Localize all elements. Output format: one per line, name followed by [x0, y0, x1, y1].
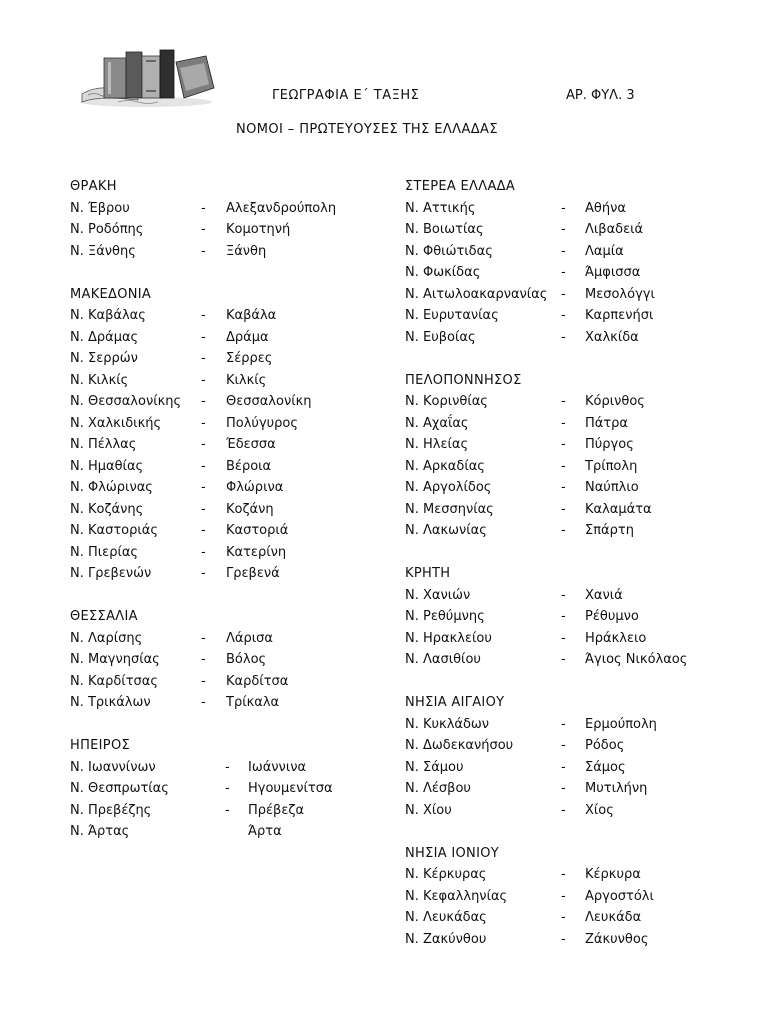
prefecture-row	[405, 864, 705, 886]
prefecture-name: Ν. Ευβοίας	[405, 329, 476, 345]
prefecture-row	[405, 305, 705, 327]
row-dash: -	[561, 415, 566, 431]
row-dash: -	[225, 759, 230, 775]
row-dash: -	[561, 738, 566, 753]
prefecture-name: Ν. Φλώρινας	[70, 480, 153, 495]
prefecture-row	[405, 413, 705, 435]
worksheet-title: ΓΕΩΓΡΑΦΙΑ Ε΄ ΤΑΞΗΣ	[272, 88, 420, 103]
row-dash: -	[561, 910, 566, 925]
prefecture-row	[70, 628, 370, 650]
region-block	[70, 284, 370, 585]
row-dash: -	[201, 501, 206, 517]
prefecture-row	[70, 800, 370, 822]
prefecture-row	[70, 348, 370, 370]
region-block	[70, 176, 370, 262]
capital-name: Λευκάδα	[585, 910, 642, 925]
prefecture-row	[405, 585, 705, 607]
prefecture-name: Ν. Χίου	[405, 802, 452, 818]
prefecture-row	[70, 198, 370, 220]
capital-name: Σέρρες	[226, 351, 273, 366]
prefecture-name: Ν. Ηρακλείου	[405, 630, 492, 646]
prefecture-name: Ν. Αττικής	[405, 200, 476, 216]
row-dash: -	[561, 759, 566, 775]
prefecture-name: Ν. Χανιών	[405, 587, 471, 603]
region-heading: ΚΡΗΤΗ	[405, 566, 451, 581]
prefecture-name: Ν. Χαλκιδικής	[70, 415, 162, 431]
prefecture-name: Ν. Φθιώτιδας	[405, 243, 493, 259]
prefecture-row	[405, 241, 705, 263]
prefecture-name: Ν. Κορινθίας	[405, 394, 488, 409]
prefecture-row	[70, 477, 370, 499]
capital-name: Πολύγυρος	[226, 415, 298, 431]
prefecture-name: Ν. Λακωνίας	[405, 523, 487, 538]
prefecture-row	[405, 757, 705, 779]
row-dash: -	[201, 523, 206, 538]
prefecture-name: Ν. Θεσσαλονίκης	[70, 394, 182, 409]
prefecture-name: Ν. Λευκάδας	[405, 910, 487, 925]
row-dash: -	[561, 286, 566, 302]
row-dash: -	[225, 802, 230, 818]
prefecture-name: Ν. Λέσβου	[405, 781, 471, 796]
row-dash: -	[561, 394, 566, 409]
capital-name: Μυτιλήνη	[585, 781, 648, 796]
row-dash: -	[561, 200, 566, 216]
prefecture-name: Ν. Σάμου	[405, 759, 464, 775]
row-dash: -	[561, 888, 566, 904]
capital-name: Κομοτηνή	[226, 222, 291, 237]
row-dash: -	[201, 243, 206, 259]
capital-name: Άρτα	[248, 824, 282, 839]
sheet-number: ΑΡ. ΦΥΛ. 3	[566, 88, 635, 103]
prefecture-row	[405, 907, 705, 929]
prefecture-name: Ν. Σερρών	[70, 351, 138, 366]
capital-name: Άμφισσα	[585, 265, 641, 280]
prefecture-name: Ν. Αργολίδος	[405, 480, 492, 495]
capital-name: Τρίκαλα	[226, 695, 280, 710]
row-dash: -	[201, 544, 206, 560]
row-dash: -	[561, 587, 566, 603]
prefecture-name: Ν. Γρεβενών	[70, 566, 152, 581]
capital-name: Ξάνθη	[226, 243, 267, 259]
prefecture-row	[70, 563, 370, 585]
prefecture-name: Ν. Τρικάλων	[70, 695, 151, 710]
capital-name: Χαλκίδα	[585, 329, 639, 345]
region-heading: ΠΕΛΟΠΟΝΝΗΣΟΣ	[405, 372, 522, 388]
prefecture-row	[70, 757, 370, 779]
prefecture-row	[70, 413, 370, 435]
prefecture-name: Ν. Έβρου	[70, 200, 130, 216]
row-dash: -	[201, 458, 206, 474]
prefecture-row	[405, 477, 705, 499]
prefecture-name: Ν. Καστοριάς	[70, 523, 158, 538]
row-dash: -	[561, 781, 566, 796]
row-dash: -	[201, 372, 206, 388]
prefecture-name: Ν. Καβάλας	[70, 308, 146, 323]
capital-name: Ζάκυνθος	[585, 931, 649, 947]
prefecture-row	[405, 606, 705, 628]
prefecture-row	[405, 649, 705, 671]
capital-name: Κοζάνη	[226, 501, 274, 517]
prefecture-name: Ν. Αιτωλοακαρνανίας	[405, 286, 548, 302]
prefecture-row	[70, 305, 370, 327]
capital-name: Γρεβενά	[226, 566, 280, 581]
capital-name: Κατερίνη	[226, 544, 287, 560]
row-dash: -	[201, 415, 206, 431]
capital-name: Ερμούπολη	[585, 716, 657, 732]
prefecture-row	[70, 692, 370, 714]
prefecture-name: Ν. Μεσσηνίας	[405, 501, 494, 517]
capital-name: Πρέβεζα	[248, 802, 305, 818]
row-dash: -	[561, 308, 566, 323]
capital-name: Καλαμάτα	[585, 501, 652, 517]
capital-name: Ναύπλιο	[585, 480, 639, 495]
prefecture-row	[70, 671, 370, 693]
prefecture-row	[405, 219, 705, 241]
row-dash: -	[561, 243, 566, 259]
prefecture-row	[405, 735, 705, 757]
row-dash: -	[561, 802, 566, 818]
right-column	[405, 176, 705, 972]
prefecture-row	[405, 434, 705, 456]
prefecture-row	[405, 456, 705, 478]
capital-name: Άγιος Νικόλαος	[585, 652, 688, 667]
capital-name: Θεσσαλονίκη	[226, 394, 312, 409]
region-heading: ΜΑΚΕΔΟΝΙΑ	[70, 286, 152, 302]
prefecture-name: Ν. Δωδεκανήσου	[405, 738, 514, 753]
prefecture-row	[405, 198, 705, 220]
row-dash: -	[201, 566, 206, 581]
prefecture-name: Ν. Πρεβέζης	[70, 802, 152, 818]
prefecture-name: Ν. Ξάνθης	[70, 243, 136, 259]
row-dash: -	[201, 652, 206, 667]
capital-name: Αθήνα	[585, 200, 626, 216]
prefecture-name: Ν. Κέρκυρας	[405, 867, 487, 882]
row-dash: -	[561, 329, 566, 345]
capital-name: Αλεξανδρούπολη	[226, 200, 337, 216]
region-heading: ΘΡΑΚΗ	[70, 179, 117, 194]
region-heading: ΝΗΣΙΑ ΙΟΝΙΟΥ	[405, 845, 499, 861]
capital-name: Καβάλα	[226, 308, 277, 323]
capital-name: Τρίπολη	[585, 458, 638, 474]
capital-name: Λάρισα	[226, 630, 273, 646]
region-block	[70, 735, 370, 843]
prefecture-row	[405, 499, 705, 521]
row-dash: -	[201, 200, 206, 216]
region-heading: ΣΤΕΡΕΑ ΕΛΛΑΔΑ	[405, 179, 516, 194]
row-dash: -	[201, 308, 206, 323]
region-block	[405, 692, 705, 821]
prefecture-name: Ν. Καρδίτσας	[70, 673, 158, 689]
capital-name: Αργοστόλι	[585, 888, 654, 904]
capital-name: Κέρκυρα	[585, 867, 641, 882]
prefecture-row	[70, 434, 370, 456]
row-dash: -	[561, 931, 566, 947]
region-heading: ΝΗΣΙΑ ΑΙΓΑΙΟΥ	[405, 695, 505, 710]
prefecture-row	[405, 800, 705, 822]
prefecture-name: Ν. Ημαθίας	[70, 458, 144, 474]
capital-name: Βέροια	[226, 458, 272, 474]
prefecture-name: Ν. Αρκαδίας	[405, 458, 485, 474]
prefecture-row	[70, 520, 370, 542]
region-block	[405, 563, 705, 671]
capital-name: Καρπενήσι	[585, 308, 654, 323]
capital-name: Καρδίτσα	[226, 673, 289, 689]
capital-name: Βόλος	[226, 652, 267, 667]
prefecture-name: Ν. Ηλείας	[405, 437, 469, 452]
prefecture-name: Ν. Κυκλάδων	[405, 716, 490, 732]
capital-name: Ηράκλειο	[585, 630, 647, 646]
prefecture-row	[70, 542, 370, 564]
prefecture-name: Ν. Λασιθίου	[405, 652, 481, 667]
prefecture-name: Ν. Πέλλας	[70, 437, 137, 452]
row-dash: -	[561, 265, 566, 280]
row-dash: -	[561, 501, 566, 517]
row-dash: -	[561, 716, 566, 732]
capital-name: Καστοριά	[226, 523, 289, 538]
region-block	[405, 176, 705, 348]
capital-name: Κιλκίς	[226, 372, 267, 388]
prefecture-row	[405, 778, 705, 800]
capital-name: Φλώρινα	[226, 480, 284, 495]
row-dash: -	[561, 609, 566, 624]
capital-name: Έδεσσα	[226, 437, 276, 452]
capital-name: Ρέθυμνο	[585, 609, 639, 624]
row-dash: -	[201, 673, 206, 689]
prefecture-name: Ν. Ρεθύμνης	[405, 609, 485, 624]
row-dash: -	[561, 652, 566, 667]
prefecture-row	[70, 327, 370, 349]
prefecture-row	[405, 714, 705, 736]
row-dash: -	[201, 630, 206, 646]
prefecture-name: Ν. Μαγνησίας	[70, 652, 160, 667]
prefecture-name: Ν. Βοιωτίας	[405, 222, 484, 237]
row-dash: -	[561, 630, 566, 646]
row-dash: -	[561, 480, 566, 495]
row-dash: -	[201, 695, 206, 710]
row-dash: -	[225, 781, 230, 796]
prefecture-name: Ν. Αχαΐας	[405, 415, 469, 431]
books-logo	[78, 48, 220, 108]
prefecture-name: Ν. Ευρυτανίας	[405, 308, 499, 323]
prefecture-row	[70, 821, 370, 843]
prefecture-row	[405, 391, 705, 413]
prefecture-row	[70, 219, 370, 241]
capital-name: Δράμα	[226, 329, 269, 345]
capital-name: Χίος	[585, 802, 614, 818]
region-heading: ΗΠΕΙΡΟΣ	[70, 738, 130, 753]
capital-name: Ηγουμενίτσα	[248, 781, 333, 796]
capital-name: Κόρινθος	[585, 394, 645, 409]
prefecture-name: Ν. Ζακύνθου	[405, 931, 487, 947]
row-dash: -	[201, 222, 206, 237]
capital-name: Λαμία	[585, 243, 624, 259]
row-dash: -	[561, 437, 566, 452]
prefecture-name: Ν. Κιλκίς	[70, 372, 129, 388]
page-subtitle: ΝΟΜΟΙ – ΠΡΩΤΕΥΟΥΣΕΣ ΤΗΣ ΕΛΛΑΔΑΣ	[236, 122, 498, 137]
prefecture-row	[405, 520, 705, 542]
capital-name: Πύργος	[585, 437, 634, 452]
prefecture-name: Ν. Κοζάνης	[70, 501, 144, 517]
capital-name: Πάτρα	[585, 415, 628, 431]
region-block	[405, 843, 705, 951]
prefecture-name: Ν. Πιερίας	[70, 544, 139, 560]
row-dash: -	[201, 480, 206, 495]
prefecture-row	[70, 241, 370, 263]
prefecture-row	[405, 628, 705, 650]
capital-name: Λιβαδειά	[585, 222, 644, 237]
capital-name: Σπάρτη	[585, 523, 634, 538]
row-dash: -	[201, 394, 206, 409]
left-column	[70, 176, 370, 864]
prefecture-row	[405, 929, 705, 951]
row-dash: -	[561, 867, 566, 882]
capital-name: Σάμος	[585, 759, 626, 775]
prefecture-row	[70, 391, 370, 413]
row-dash: -	[561, 523, 566, 538]
row-dash: -	[561, 458, 566, 474]
prefecture-name: Ν. Άρτας	[70, 824, 130, 839]
prefecture-row	[405, 327, 705, 349]
prefecture-row	[70, 778, 370, 800]
prefecture-row	[405, 284, 705, 306]
region-heading: ΘΕΣΣΑΛΙΑ	[70, 609, 138, 624]
prefecture-name: Ν. Δράμας	[70, 329, 139, 345]
prefecture-name: Ν. Φωκίδας	[405, 265, 481, 280]
prefecture-name: Ν. Θεσπρωτίας	[70, 781, 169, 796]
row-dash: -	[201, 351, 206, 366]
row-dash: -	[201, 437, 206, 452]
prefecture-row	[70, 499, 370, 521]
capital-name: Ρόδος	[585, 738, 625, 753]
region-block	[70, 606, 370, 714]
prefecture-row	[70, 456, 370, 478]
capital-name: Μεσολόγγι	[585, 286, 655, 302]
prefecture-row	[405, 886, 705, 908]
prefecture-name: Ν. Λαρίσης	[70, 630, 143, 646]
prefecture-name: Ν. Ιωαννίνων	[70, 759, 156, 775]
prefecture-row	[70, 370, 370, 392]
prefecture-name: Ν. Ροδόπης	[70, 222, 144, 237]
region-block	[405, 370, 705, 542]
row-dash: -	[561, 222, 566, 237]
capital-name: Ιωάννινα	[248, 759, 307, 775]
prefecture-row	[70, 649, 370, 671]
capital-name: Χανιά	[585, 587, 623, 603]
prefecture-name: Ν. Κεφαλληνίας	[405, 888, 508, 904]
prefecture-row	[405, 262, 705, 284]
row-dash: -	[201, 329, 206, 345]
